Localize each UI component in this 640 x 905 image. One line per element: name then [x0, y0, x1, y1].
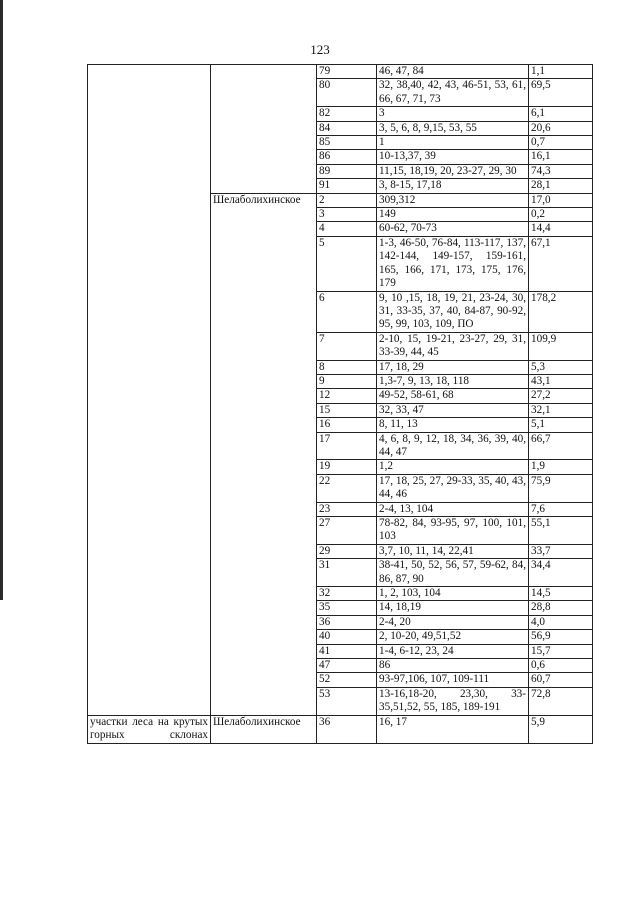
area-value-cell: 1,1 — [529, 65, 593, 79]
area-value-cell: 32,1 — [529, 403, 593, 417]
areas-cell: 1, 2, 103, 104 — [377, 587, 529, 601]
area-value-cell: 67,1 — [529, 236, 593, 291]
area-value-cell: 28,1 — [529, 179, 593, 193]
areas-cell: 4, 6, 8, 9, 12, 18, 34, 36, 39, 40, 44, 47 — [377, 432, 529, 460]
area-value-cell: 0,6 — [529, 659, 593, 673]
quarter-cell: 84 — [317, 121, 377, 135]
quarter-cell: 36 — [317, 615, 377, 629]
area-value-cell: 16,1 — [529, 150, 593, 164]
quarter-cell: 52 — [317, 673, 377, 687]
area-value-cell: 27,2 — [529, 389, 593, 403]
area-value-cell: 14,5 — [529, 587, 593, 601]
areas-cell: 38-41, 50, 52, 56, 57, 59-62, 84, 86, 87, 90 — [377, 559, 529, 587]
area-value-cell: 20,6 — [529, 121, 593, 135]
areas-cell: 60-62, 70-73 — [377, 222, 529, 236]
quarter-cell: 32 — [317, 587, 377, 601]
areas-cell: 309,312 — [377, 193, 529, 207]
areas-cell: 3 — [377, 107, 529, 121]
area-value-cell: 5,1 — [529, 418, 593, 432]
areas-cell: 46, 47, 84 — [377, 65, 529, 79]
quarter-cell: 19 — [317, 460, 377, 474]
areas-cell: 49-52, 58-61, 68 — [377, 389, 529, 403]
areas-cell: 17, 18, 25, 27, 29-33, 35, 40, 43, 44, 46 — [377, 474, 529, 502]
quarter-cell: 79 — [317, 65, 377, 79]
areas-cell: 1,2 — [377, 460, 529, 474]
area-value-cell: 66,7 — [529, 432, 593, 460]
areas-cell: 86 — [377, 659, 529, 673]
area-value-cell: 6,1 — [529, 107, 593, 121]
category-cell — [88, 65, 211, 716]
scan-edge — [0, 0, 3, 600]
area-value-cell: 34,4 — [529, 559, 593, 587]
category-cell: участки леса на крутых горных склонах — [88, 715, 211, 743]
areas-cell: 9, 10 ,15, 18, 19, 21, 23-24, 30, 31, 33-35, 37, 40, 84-87, 90-92, 95, 99, 103, 109, ПО — [377, 291, 529, 332]
area-value-cell: 60,7 — [529, 673, 593, 687]
quarter-cell: 82 — [317, 107, 377, 121]
area-value-cell: 72,8 — [529, 687, 593, 715]
areas-cell: 3, 8-15, 17,18 — [377, 179, 529, 193]
areas-cell: 13-16,18-20, 23,30, 33-35,51,52, 55, 185, 189-191 — [377, 687, 529, 715]
area-value-cell: 14,4 — [529, 222, 593, 236]
quarter-cell: 3 — [317, 208, 377, 222]
quarter-cell: 91 — [317, 179, 377, 193]
areas-cell: 3,7, 10, 11, 14, 22,41 — [377, 544, 529, 558]
table-row — [88, 65, 593, 79]
area-value-cell: 0,2 — [529, 208, 593, 222]
quarter-cell: 12 — [317, 389, 377, 403]
quarter-cell: 4 — [317, 222, 377, 236]
areas-cell: 1-3, 46-50, 76-84, 113-117, 137, 142-144, 149-157, 159-161, 165, 166, 171, 173, 175, 176, 179 — [377, 236, 529, 291]
areas-cell: 1 — [377, 136, 529, 150]
quarter-cell: 29 — [317, 544, 377, 558]
quarter-cell: 47 — [317, 659, 377, 673]
district-cell: Шелаболихинское — [211, 715, 317, 743]
areas-cell: 17, 18, 29 — [377, 360, 529, 374]
areas-cell: 11,15, 18,19, 20, 23-27, 29, 30 — [377, 164, 529, 178]
areas-cell: 1,3-7, 9, 13, 18, 118 — [377, 374, 529, 388]
quarter-cell: 17 — [317, 432, 377, 460]
quarter-cell: 41 — [317, 644, 377, 658]
quarter-cell: 53 — [317, 687, 377, 715]
district-cell: Шелаболихинское — [211, 193, 317, 715]
quarter-cell: 35 — [317, 601, 377, 615]
areas-cell: 2-4, 13, 104 — [377, 502, 529, 516]
quarter-cell: 80 — [317, 79, 377, 107]
quarter-cell: 2 — [317, 193, 377, 207]
table-row — [88, 715, 593, 743]
area-value-cell: 4,0 — [529, 615, 593, 629]
areas-cell: 2-10, 15, 19-21, 23-27, 29, 31, 33-39, 44, 45 — [377, 332, 529, 360]
areas-cell: 2-4, 20 — [377, 615, 529, 629]
area-value-cell: 5,3 — [529, 360, 593, 374]
areas-cell: 14, 18,19 — [377, 601, 529, 615]
areas-cell: 3, 5, 6, 8, 9,15, 53, 55 — [377, 121, 529, 135]
area-value-cell: 43,1 — [529, 374, 593, 388]
areas-cell: 1-4, 6-12, 23, 24 — [377, 644, 529, 658]
areas-cell: 8, 11, 13 — [377, 418, 529, 432]
areas-cell: 78-82, 84, 93-95, 97, 100, 101, 103 — [377, 517, 529, 545]
quarter-cell: 89 — [317, 164, 377, 178]
areas-cell: 32, 33, 47 — [377, 403, 529, 417]
quarter-cell: 6 — [317, 291, 377, 332]
areas-cell: 2, 10-20, 49,51,52 — [377, 630, 529, 644]
area-value-cell: 28,8 — [529, 601, 593, 615]
quarter-cell: 86 — [317, 150, 377, 164]
quarter-cell: 36 — [317, 715, 377, 743]
quarter-cell: 85 — [317, 136, 377, 150]
quarter-cell: 8 — [317, 360, 377, 374]
quarter-cell: 5 — [317, 236, 377, 291]
quarter-cell: 15 — [317, 403, 377, 417]
area-value-cell: 17,0 — [529, 193, 593, 207]
forest-area-table — [87, 64, 593, 744]
area-value-cell: 15,7 — [529, 644, 593, 658]
area-value-cell: 109,9 — [529, 332, 593, 360]
table-body — [88, 65, 593, 744]
area-value-cell: 69,5 — [529, 79, 593, 107]
areas-cell: 32, 38,40, 42, 43, 46-51, 53, 61, 66, 67, 71, 73 — [377, 79, 529, 107]
areas-cell: 93-97,106, 107, 109-111 — [377, 673, 529, 687]
area-value-cell: 75,9 — [529, 474, 593, 502]
areas-cell: 16, 17 — [377, 715, 529, 743]
area-value-cell: 33,7 — [529, 544, 593, 558]
district-cell — [211, 65, 317, 194]
quarter-cell: 27 — [317, 517, 377, 545]
area-value-cell: 178,2 — [529, 291, 593, 332]
quarter-cell: 31 — [317, 559, 377, 587]
quarter-cell: 23 — [317, 502, 377, 516]
area-value-cell: 56,9 — [529, 630, 593, 644]
quarter-cell: 9 — [317, 374, 377, 388]
area-value-cell: 5,9 — [529, 715, 593, 743]
area-value-cell: 0,7 — [529, 136, 593, 150]
areas-cell: 149 — [377, 208, 529, 222]
quarter-cell: 16 — [317, 418, 377, 432]
area-value-cell: 7,6 — [529, 502, 593, 516]
quarter-cell: 40 — [317, 630, 377, 644]
page-number: 123 — [310, 42, 330, 57]
quarter-cell: 7 — [317, 332, 377, 360]
area-value-cell: 55,1 — [529, 517, 593, 545]
areas-cell: 10-13,37, 39 — [377, 150, 529, 164]
area-value-cell: 1,9 — [529, 460, 593, 474]
quarter-cell: 22 — [317, 474, 377, 502]
area-value-cell: 74,3 — [529, 164, 593, 178]
